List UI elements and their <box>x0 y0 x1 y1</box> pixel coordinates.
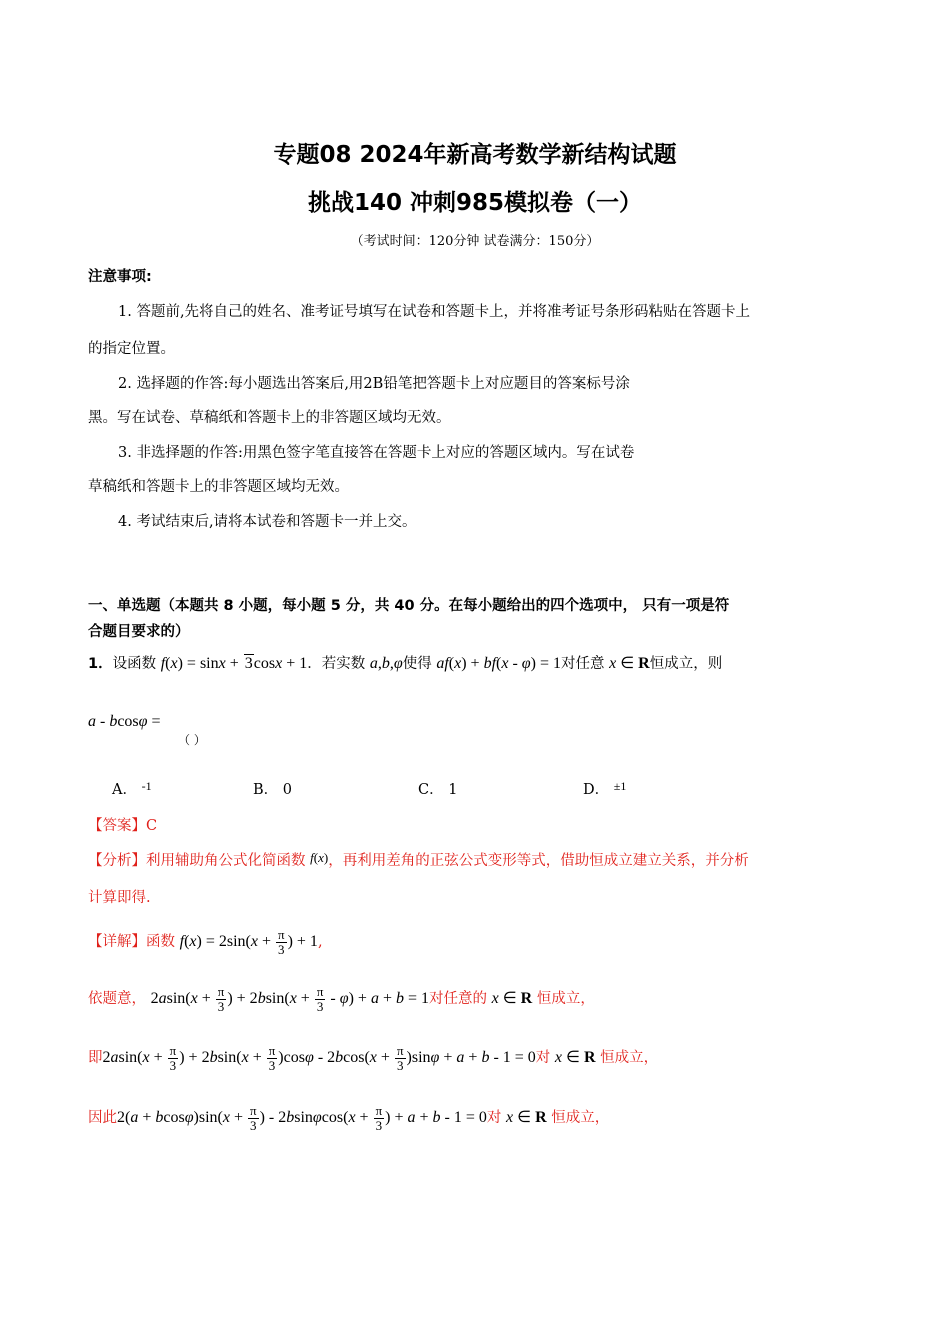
formula-x-in-r: x ∈ R <box>554 1049 596 1067</box>
question-text: ．若实数 <box>307 656 366 672</box>
notice-item-2-cont: 黑。写在试卷、草稿纸和答题卡上的非答题区域均无效。 <box>88 410 451 426</box>
detail-line: 【详解】函数 f(x) = 2sin(x + $\frac{\pi}{3}$ ) + 1, <box>88 927 323 957</box>
question-text: 对任意 <box>561 656 605 672</box>
step-2: 即2asin(x + $\frac{\pi}{3}$ ) + 2bsin(x + $\frac{\pi}{3}$ )cosφ - 2bcos(x + $\frac{\pi}{3}$ )sinφ + a + b - 1 = 0对 x ∈ R 恒成立， <box>88 1043 659 1073</box>
formula-target: a - bcosφ = <box>88 713 161 730</box>
formula-condition: af(x) + bf(x - φ) = 1 <box>436 655 561 672</box>
option-a: A． $^{-1}$ <box>112 779 152 798</box>
formula-x-in-r: x ∈ R <box>609 655 650 672</box>
notice-heading: 注意事项: <box>88 269 152 285</box>
step-3: 因此2(a + bcosφ)sin(x + $\frac{\pi}{3}$ ) - 2bsinφcos(x + $\frac{\pi}{3}$ ) + a + b - 1 = 0对 x ∈ R 恒成立， <box>88 1103 610 1133</box>
formula-step-2: 2asin(x + $\frac{\pi}{3}$ ) + 2bsin(x + $\frac{\pi}{3}$ )cosφ - 2bcos(x + $\frac{\pi}{3}$ )sinφ + a + b - 1 = 0 <box>102 1043 536 1073</box>
option-c: C． 1 <box>418 782 458 798</box>
notice-item-3-cont: 草稿纸和答题卡上的非答题区域均无效。 <box>88 479 349 495</box>
formula-fx: f(x) <box>310 850 329 865</box>
question-number: 1． <box>88 656 113 672</box>
formula-step-1: 2asin(x + $\frac{\pi}{3}$ ) + 2bsin(x + $\frac{\pi}{3}$ - φ) + a + b = 1 <box>150 984 430 1014</box>
notice-item-1: 1. 答题前,先将自己的姓名、准考证号填写在试卷和答题卡上，并将准考证号条形码粘贴在答题卡上 <box>118 304 751 320</box>
formula-x-in-r: x ∈ R <box>506 1109 547 1127</box>
analysis-line: 【分析】利用辅助角公式化简函数 f(x)，再利用差角的正弦公式变形等式，借助恒成立建立关系，并分析 <box>88 850 749 869</box>
notice-item-4: 4. 考试结束后,请将本试卷和答题卡一并上交。 <box>118 514 417 530</box>
section-heading: 一、单选题（本题共 8 小题，每小题 5 分，共 40 分。在每小题给出的四个选项中， 只有一项是符 <box>88 598 730 614</box>
option-b: B． 0 <box>253 782 292 798</box>
question-text: 使得 <box>402 656 432 672</box>
notice-item-1-cont: 的指定位置。 <box>88 341 175 357</box>
notice-item-3: 3. 非选择题的作答:用黑色签字笔直接答在答题卡上对应的答题区域内。写在试卷 <box>118 445 635 461</box>
formula-x-in-r: x ∈ R <box>491 990 533 1008</box>
exam-info: （考试时间：120分钟 试卷满分：150分） <box>350 234 600 249</box>
question-text: 设函数 <box>112 656 157 672</box>
answer-blank: （ ） <box>178 733 206 747</box>
step-1: 依题意， 2asin(x + $\frac{\pi}{3}$ ) + 2bsin(x + $\frac{\pi}{3}$ - φ) + a + b = 1对任意的 x ∈ R 恒成立， <box>88 984 595 1014</box>
notice-item-2: 2. 选择题的作答:每小题选出答案后,用2B铅笔把答题卡上对应题目的答案标号涂 <box>118 376 630 392</box>
answer-line: 【答案】C <box>88 818 158 834</box>
formula-params: a,b,φ <box>369 655 403 672</box>
question-1 <box>88 652 722 673</box>
page-title: 专题08 2024年新高考数学新结构试题 <box>273 142 677 168</box>
section-heading-cont: 合题目要求的） <box>88 624 190 640</box>
formula-f-simplified: f(x) = 2sin(x + $\frac{\pi}{3}$ ) + 1 <box>179 927 318 957</box>
question-text: 恒成立，则 <box>649 656 723 672</box>
analysis-line-cont: 计算即得. <box>88 890 151 906</box>
formula-f-def: f(x) = sinx + 3cosx + 1 <box>160 655 308 672</box>
page-subtitle: 挑战140 冲刺985模拟卷（一） <box>307 190 643 216</box>
option-d: D． $^{\pm 1}$ <box>583 779 627 798</box>
formula-step-3: 2(a + bcosφ)sin(x + $\frac{\pi}{3}$ ) - 2bsinφcos(x + $\frac{\pi}{3}$ ) + a + b - 1 = 0 <box>117 1103 487 1133</box>
